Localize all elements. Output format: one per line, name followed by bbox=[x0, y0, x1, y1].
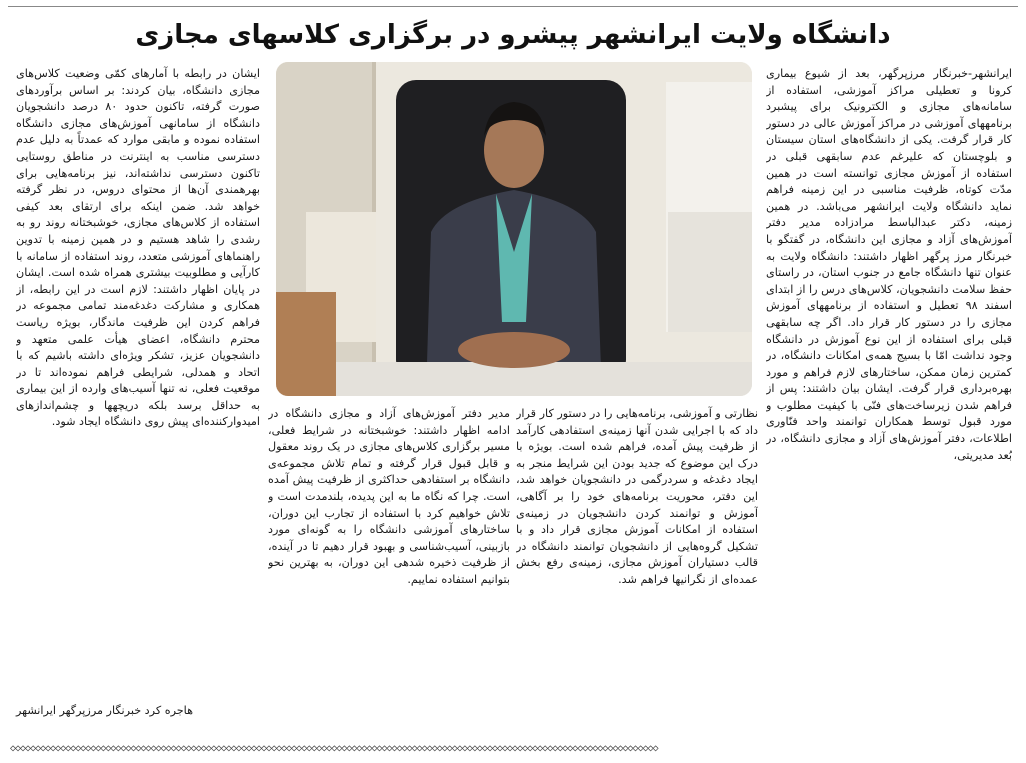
article-column-3: مدیر دفتر آموزش‌های آزاد و مجازی دانشگاه در ادامه اظهار داشتند: خوشبختانه در شرایط فعلی، مسیر برگزاری کلاس‌های مجازی در یک روند معقول و قابل قبول قرار گرفته و تمام تلاش مجموعه‌ی دانشگاه بر استفادهی حداکثری از ظرفیت پیش آمده است. چرا که نگاه ما به این پدیده، بلندمدت است و تلاش خواهیم کرد با استفاده از تجارب این دوران، ساختارهای آموزشی دانشگاه را به گونه‌ای مورد بازبینی، آسیب‌شناسی و بهبود قرار دهیم تا در آینده، از ظرفیت ذخیره شدهی این دوران، به بهترین نحو بتوانیم استفاده نماییم. bbox=[268, 407, 510, 586]
top-rule bbox=[8, 6, 1018, 7]
headline: دانشگاه ولایت ایرانشهر پیشرو در برگزاری کلاسهای مجازی bbox=[135, 20, 891, 50]
byline: هاجره کرد خبرنگار مرزپرگهر ایرانشهر bbox=[16, 704, 193, 717]
article-photo bbox=[276, 62, 752, 396]
decorative-border: ◇◇◇◇◇◇◇◇◇◇◇◇◇◇◇◇◇◇◇◇◇◇◇◇◇◇◇◇◇◇◇◇◇◇◇◇◇◇◇◇◇◇◇◇◇◇◇◇◇◇◇◇◇◇◇◇◇◇◇◇◇◇◇◇◇◇◇◇◇◇◇◇◇◇◇◇◇◇◇◇◇◇◇◇◇◇◇◇◇◇◇◇◇◇◇◇◇◇◇◇◇◇◇◇◇◇◇◇◇◇◇◇◇◇◇◇◇◇◇◇◇◇◇◇◇◇◇◇◇ bbox=[10, 744, 658, 754]
article-column-2: نظارتی و آموزشی، برنامه‌هایی را در دستور کار قرار داد که با اجرایی شدن آنها زمینه‌ی استفادهی کارآمد از ظرفیت پیش آمده، فراهم شده است. بویژه با درک این موضوع که جدید بودن این شرایط منجر به ایجاد دغدغه و سردرگمی در دانشجویان خواهد شد، این دفتر، محوریت برنامه‌های خود را بر آگاهی، آموزش و توانمند کردن دانشجویان در زمینه‌ی استفاده از امکانات آموزش مجازی قرار داد و با تشکیل گروه‌هایی از دانشجویان توانمند دانشگاه در قالب دستیاران آموزش مجازی، زمینه‌ی رفع بخش عمده‌ای از نگرانیها فراهم شد. bbox=[516, 407, 758, 586]
article-column-1: ایرانشهر-خبرنگار مرزپرگهر، بعد از شیوع بیماری کرونا و تعطیلی مراکز آموزشی، استفاده از سامانه‌های مجازی و الکترونیک برای پیشبرد برنامههای آموزشی در مراکز آموزش عالی در دستور کار قرار گرفت. یکی از دانشگاه‌های استان سیستان و بلوچستان که علیرغم عدم سابقهی قبلی در استفاده از آموزش مجازی توانسته است در همین مدّت کوتاه، ظرفیت مناسبی در این زمینه فراهم نماید دانشگاه ولایت ایرانشهر می‌باشد. در همین زمینه، دکتر عبدالباسط مرادزاده مدیر دفتر آموزش‌های آزاد و مجازی این دانشگاه، در گفتگو با خبرنگار مرز پرگهر اظهار داشتند: دانشگاه ولایت به عنوان تنها دانشگاه جامع در جنوب استان، در راستای حفظ سلامت دانشجویان، کلاس‌های درس را از ابتدای اسفند ۹۸ تعطیل و استفاده از برنامههای آموزش مجازی را در دستور کار قرار داد. اگر چه سابقهی قبلی برای استفاده از این نوع آموزش در دانشگاه وجود نداشت امّا با بسیج همه‌ی امکانات دانشگاه، در کمترین زمان ممکن، ساختارهای لازم فراهم و مورد بهره‌برداری قرار گرفت. ایشان بیان داشتند: پس از فراهم شدن زیرساخت‌های فنّی با کیفیت مطلوب و مورد قبول توسط همکاران توانمند واحد فنّاوری اطلاعات، دفتر آموزش‌های آزاد و مجازی دانشگاه، در بُعد مدیریتی، bbox=[766, 67, 1012, 462]
article-column-4: ایشان در رابطه با آمارهای کمّی وضعیت کلاس‌های مجازی دانشگاه، بیان کردند: بر اساس برآوردهای صورت گرفته، تاکنون حدود ۸۰ درصد دانشجویان دانشگاه از سامانهی آموزش‌های مجازی دانشگاه استفاده نموده و مابقی موارد که عمدتاً به دلیل عدم دسترسی مناسب به اینترنت در مناطق روستایی تاکنون دسترسی نداشته‌اند، نیز برنامه‌هایی برای بهرهمندی آن‌ها از محتوای دروس، در نظر گرفته خواهد شد. ضمن اینکه برای ارتقای بعد کیفی استفاده از کلاس‌های مجازی، خوشبختانه روند رو به رشدی را شاهد هستیم و در همین زمینه با تدوین راهنماهای آموزشی متعدد، روند استفاده از سامانه با کارآیی و مطلوبیت بیشتری همراه شده است. ایشان در پایان اظهار داشتند: لازم است در این رابطه، از همکاری و مشارکت دغدغه‌مند تمامی مجموعه در فراهم کردن این ظرفیت ماندگار، بویژه ریاست محترم دانشگاه، اعضای هیأت علمی متعهد و دانشجویان عزیز، تشکر ویژه‌ای داشته باشیم که با اتحاد و همدلی، شرایطی فراهم نموده‌اند تا در موقعیت فعلی، نه تنها آسیب‌های وارده از این بیماری به حداقل برسد بلکه دریچهها و چشم‌اندازهای امیدوارکننده‌ای پیش روی دانشگاه ایجاد شود. bbox=[16, 67, 260, 429]
